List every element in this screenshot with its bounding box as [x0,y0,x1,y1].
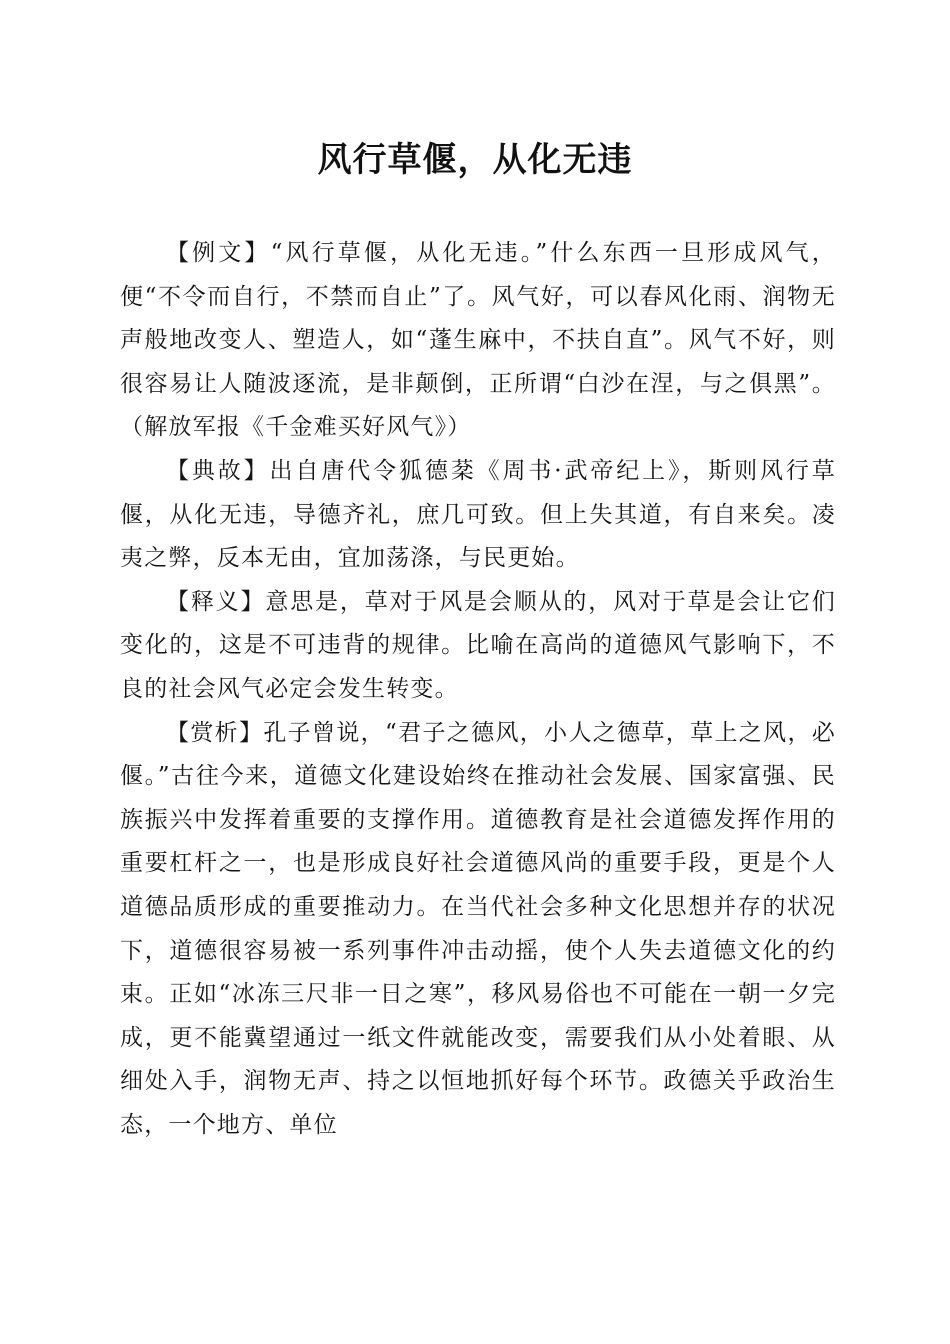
paragraph-meaning [120,581,836,712]
page-title: 风行草偃，从化无违 [317,140,633,180]
paragraph-text: “风行草偃，从化无违。”什么东西一旦形成风气，便“不令而自行，不禁而自止”了。风气好，可以春风化雨、润物无声般地改变人、塑造人，如“蓬生麻中，不扶自直”。风气不好，则很容易让人随波逐流，是非颠倒，正所谓“白沙在涅，与之俱黑”。（解放军报《千金难买好风气》） [120,240,836,441]
paragraph-allusion [120,450,836,581]
paragraph-example [120,232,836,450]
document-body [120,232,836,1147]
paragraph-text: 孔子曾说，“君子之德风，小人之德草，草上之风，必偃。”古往今来，道德文化建设始终在推动社会发展、国家富强、民族振兴中发挥着重要的支撑作用。道德教育是社会道德发挥作用的重要杠杆之一，也是形成良好社会道德风尚的重要手段，更是个人道德品质形成的重要推动力。在当代社会多种文化思想并存的状况下，道德很容易被一系列事件冲击动摇，使个人失去道德文化的约束。正如“冰冻三尺非一日之寒”，移风易俗也不可能在一朝一夕完成，更不能冀望通过一纸文件就能改变，需要我们从小处着眼、从细处入手，润物无声、持之以恒地抓好每个环节。政德关乎政治生态，一个地方、单位 [120,719,836,1138]
paragraph-text: 出自唐代令狐德棻《周书·武帝纪上》，斯则风行草偃，从化无违，导德齐礼，庶几可致。但上失其道，有自来矣。凌夷之弊，反本无由，宜加荡涤，与民更始。 [120,457,836,572]
paragraph-tag: 【赏析】 [166,719,264,746]
paragraph-tag: 【典故】 [166,457,270,484]
paragraph-tag: 【例文】 [166,240,271,266]
paragraph-appreciation [120,712,836,1148]
paragraph-text: 意思是，草对于风是会顺从的，风对于草是会让它们变化的，这是不可违背的规律。比喻在高尚的道德风气影响下，不良的社会风气必定会发生转变。 [120,588,836,702]
paragraph-tag: 【释义】 [166,588,266,615]
